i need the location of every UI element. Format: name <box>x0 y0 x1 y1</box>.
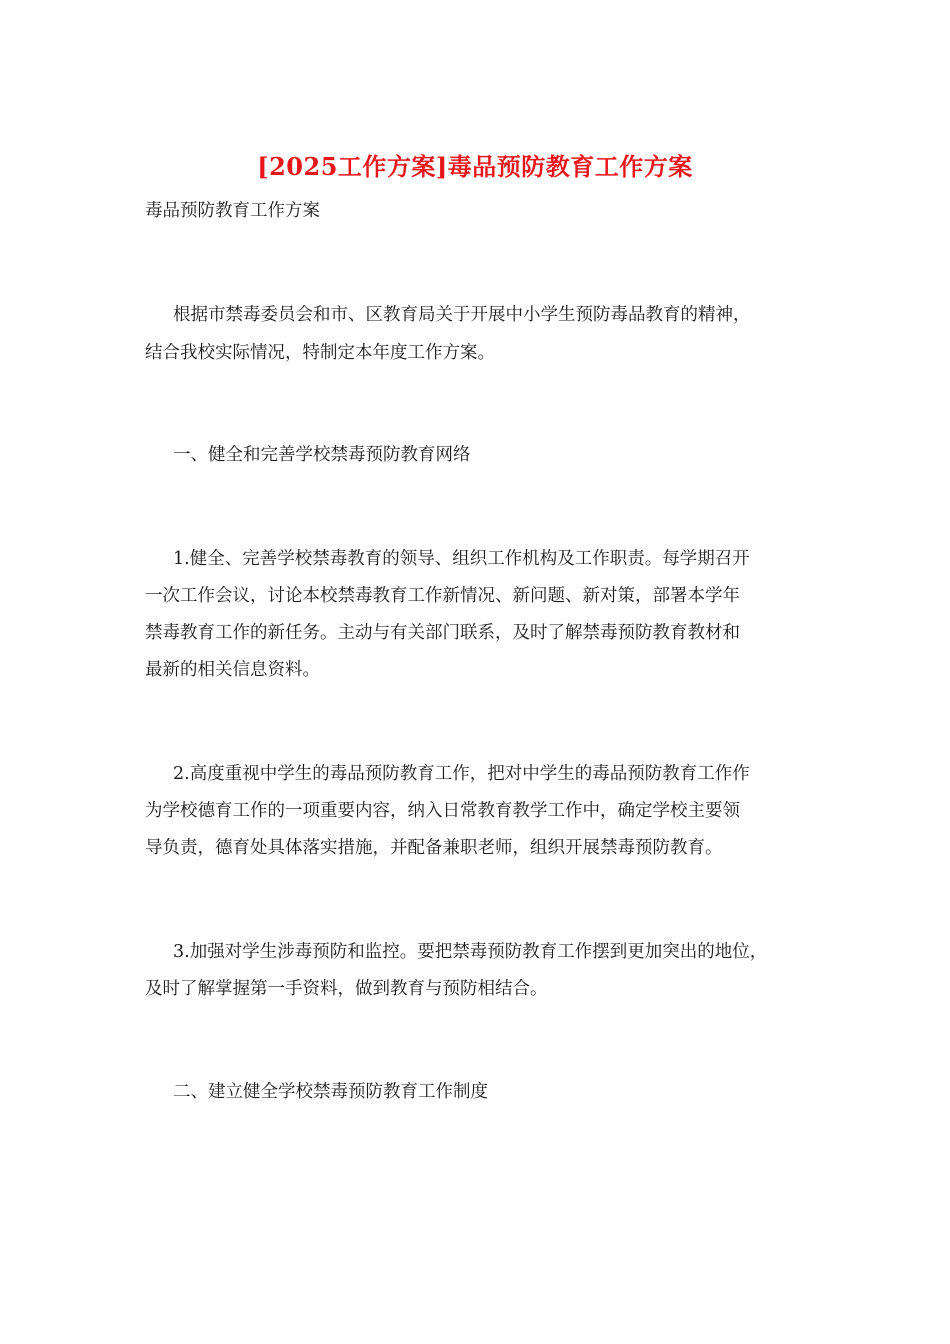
item-2-line-1: 2.高度重视中学生的毒品预防教育工作，把对中学生的毒品预防教育工作作 <box>173 764 750 784</box>
item-2-line-2: 为学校德育工作的一项重要内容，纳入日常教育教学工作中，确定学校主要领 <box>145 801 740 821</box>
item-1-line-1: 1.健全、完善学校禁毒教育的领导、组织工作机构及工作职责。每学期召开 <box>173 549 750 569</box>
section-1-heading: 一、健全和完善学校禁毒预防教育网络 <box>173 445 471 465</box>
item-1-line-3: 禁毒教育工作的新任务。主动与有关部门联系，及时了解禁毒预防教育教材和 <box>145 623 740 643</box>
intro-line-1: 根据市禁毒委员会和市、区教育局关于开展中小学生预防毒品教育的精神， <box>173 305 751 325</box>
document-title: [2025工作方案]毒品预防教育工作方案 <box>257 152 693 181</box>
intro-line-2: 结合我校实际情况，特制定本年度工作方案。 <box>145 343 495 363</box>
item-3-line-1: 3.加强对学生涉毒预防和监控。要把禁毒预防教育工作摆到更加突出的地位， <box>173 942 768 962</box>
item-1-line-4: 最新的相关信息资料。 <box>145 660 320 680</box>
document-subtitle: 毒品预防教育工作方案 <box>145 201 320 221</box>
item-2-line-3: 导负责，德育处具体落实措施，并配备兼职老师，组织开展禁毒预防教育。 <box>145 838 723 858</box>
item-3-line-2: 及时了解掌握第一手资料，做到教育与预防相结合。 <box>145 979 548 999</box>
section-2-heading: 二、建立健全学校禁毒预防教育工作制度 <box>173 1082 488 1102</box>
item-1-line-2: 一次工作会议，讨论本校禁毒教育工作新情况、新问题、新对策，部署本学年 <box>145 586 740 606</box>
